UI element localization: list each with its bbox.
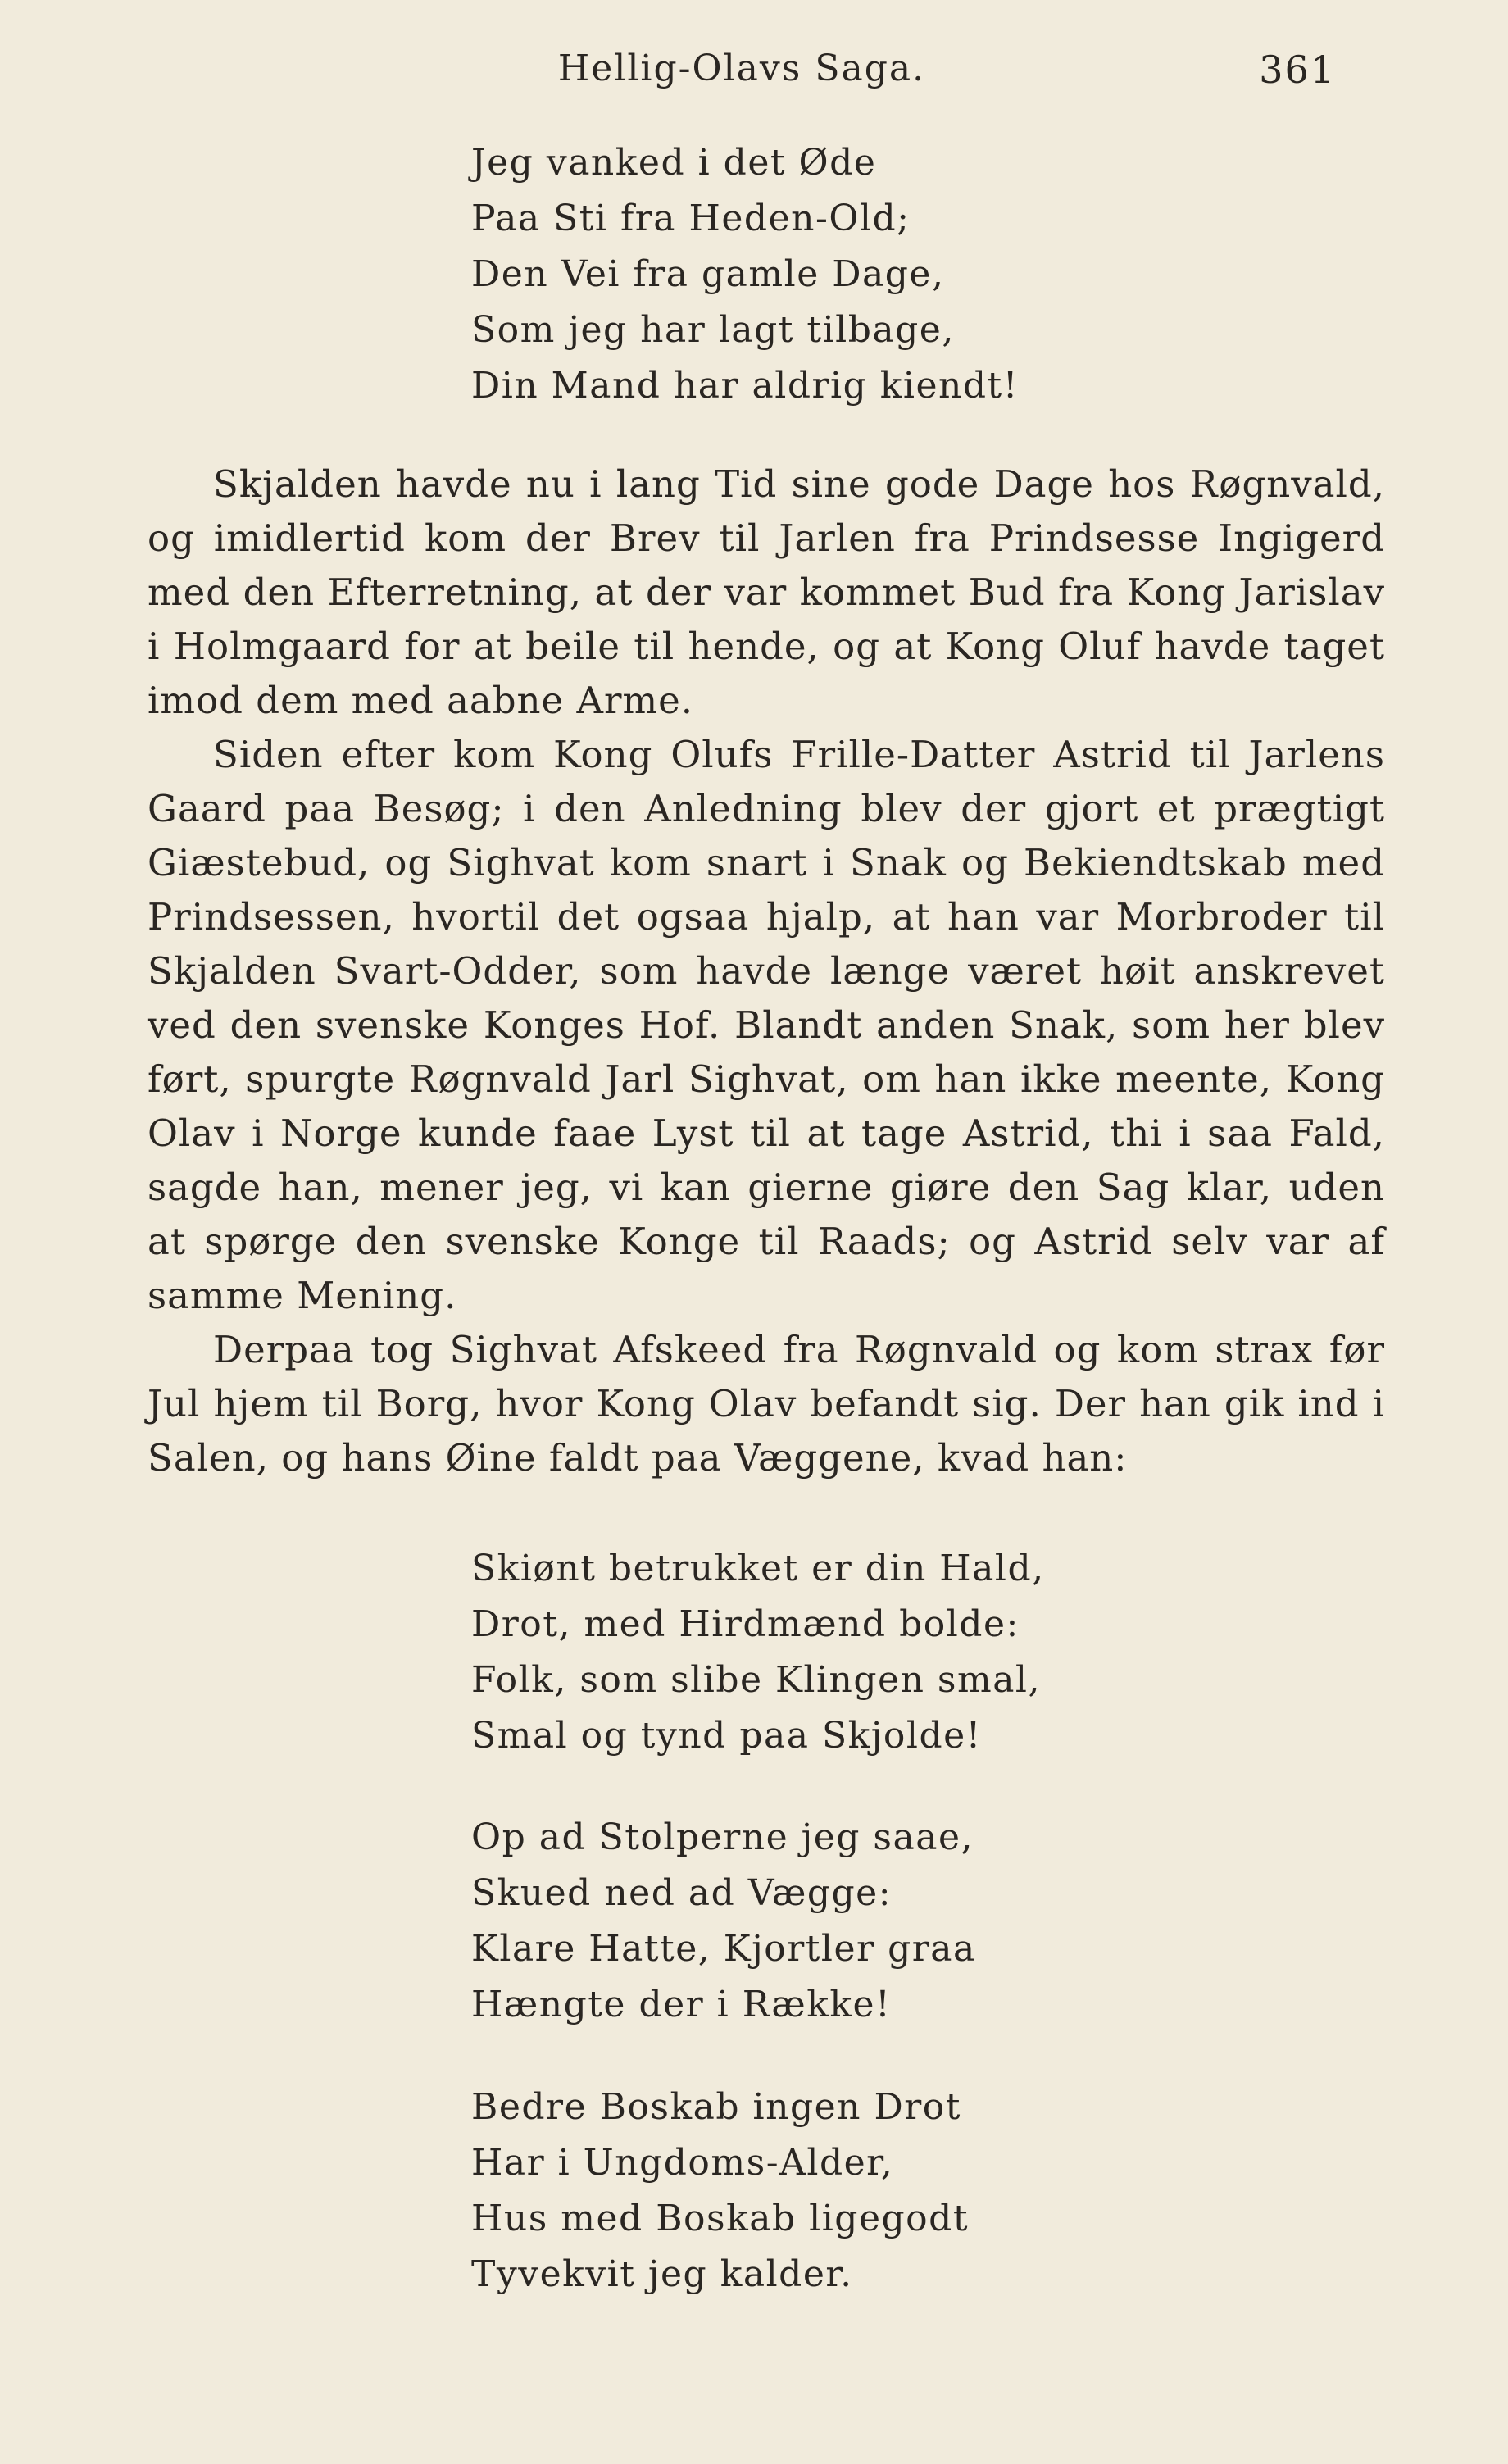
verse-stanza-2 — [471, 1541, 1045, 1764]
verse-line: Som jeg har lagt tilbage, — [471, 309, 955, 351]
prose-body — [148, 457, 1385, 1485]
verse-line: Hængte der i Række! — [471, 1984, 892, 2025]
verse-line: Har i Ungdoms-Alder, — [471, 2142, 894, 2184]
verse-line: Den Vei fra gamle Dage, — [471, 253, 945, 295]
running-head — [148, 48, 1336, 105]
verse-line: Jeg vanked i det Øde — [471, 142, 877, 184]
verse-line: Klare Hatte, Kjortler graa — [471, 1928, 976, 1970]
verse-stanza-3 — [471, 1810, 976, 2033]
verse-line: Drot, med Hirdmænd bolde: — [471, 1603, 1020, 1645]
verse-line: Bedre Boskab ingen Drot — [471, 2086, 961, 2128]
running-title: Hellig-Olavs Saga. — [557, 48, 926, 89]
paragraph: Skjalden havde nu i lang Tid sine gode Dage hos Røgnvald, og imidlertid kom der Brev til Jarlen fra Prindsesse Ingigerd med den Efterretning, at der var kommet Bud fra Kong Jarislav i Holmgaard for at beile til hende, og at Kong Oluf havde taget imod dem med aabne Arme. — [148, 462, 1385, 722]
verse-stanza-1 — [471, 135, 1019, 414]
page-number: 361 — [1259, 48, 1336, 92]
verse-line: Tyvekvit jeg kalder. — [471, 2253, 853, 2295]
verse-line: Din Mand har aldrig kiendt! — [471, 365, 1019, 407]
verse-line: Hus med Boskab ligegodt — [471, 2198, 969, 2239]
verse-line: Op ad Stolperne jeg saae, — [471, 1816, 974, 1858]
paragraph: Siden efter kom Kong Olufs Frille-Datter Astrid til Jarlens Gaard paa Besøg; i den Anledning blev der gjort et prægtigt Giæstebud, og Sighvat kom snart i Snak og Bekiendtskab med Prindsessen, hvortil det ogsaa hjalp, at han var Morbroder til Skjalden Svart-Odder, som havde længe været høit anskrevet ved den svenske Konges Hof. Blandt anden Snak, som her blev ført, spurgte Røgnvald Jarl Sighvat, om han ikke meente, Kong Olav i Norge kunde faae Lyst til at tage Astrid, thi i saa Fald, sagde han, mener jeg, vi kan gierne giøre den Sag klar, uden at spørge den svenske Konge til Raads; og Astrid selv var af samme Mening. — [148, 733, 1385, 1317]
verse-stanza-4 — [471, 2080, 969, 2303]
verse-line: Folk, som slibe Klingen smal, — [471, 1659, 1041, 1701]
verse-line: Paa Sti fra Heden-Old; — [471, 198, 911, 239]
paragraph: Derpaa tog Sighvat Afskeed fra Røgnvald og kom strax før Jul hjem til Borg, hvor Kong Olav befandt sig. Der han gik ind i Salen, og hans Øine faldt paa Væggene, kvad han: — [148, 1328, 1385, 1480]
verse-line: Skiønt betrukket er din Hald, — [471, 1548, 1045, 1589]
verse-line: Skued ned ad Vægge: — [471, 1872, 893, 1914]
verse-line: Smal og tynd paa Skjolde! — [471, 1715, 982, 1757]
